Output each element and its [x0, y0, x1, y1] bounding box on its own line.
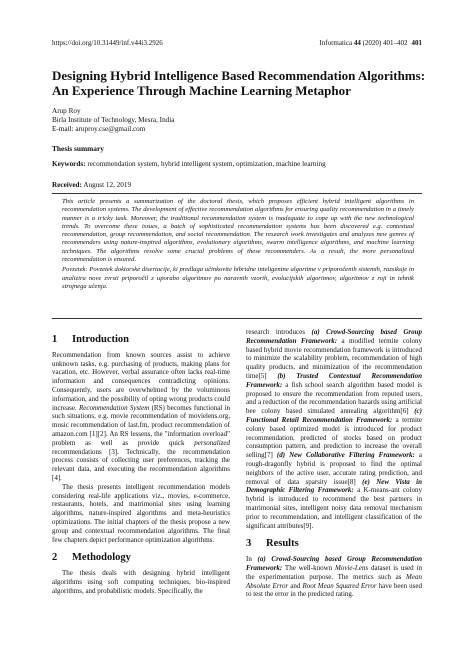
keywords: Keywords: recommendation system, hybrid intelligent system, optimization, machine learning [52, 160, 326, 168]
author-affiliation: Birla Institute of Technology, Mesra, India [52, 116, 175, 124]
section-heading-methodology: 2 Methodology [52, 552, 131, 564]
paragraph: The thesis deals with designing hybrid intelligent algorithms using soft computing techniques, bio-inspired algorithms, and probabilistic models. Specifically, the [52, 569, 230, 595]
thesis-summary-label: Thesis summary [52, 144, 104, 153]
left-column [52, 336, 230, 596]
paragraph: Recommendation from known sources assist to achieve unknown tasks, e.g. purchasing of products, making plans for vacation, etc. However, verbal assurance often lacks real-time information and consequences contradicting opinions. Consequently, users are overwhelmed by the voluminous information, and the possibility of opting wrong products could increase. Recommendation System (RS) becomes functional in such situations, e.g. movie recommendation of movielens.org, music recommendation of last.fm, product recommendation of amazon.com [1][2]. An RS lessens, the "information overload" problem as well as provide quick personalized recommendations [3]. Technically, the recommendation process consists of collecting user preferences, tracking the relevant data, and executing the recommendation algorithms [4]. [52, 350, 230, 482]
received-date: Received: August 12, 2019 [52, 181, 132, 189]
page-number: 401 [411, 39, 422, 47]
section-heading-results: 3 Results [246, 538, 299, 550]
paragraph: The thesis presents intelligent recommendation models considering real-life applications viz., movies, e-commerce, restaurants, hotels, and matrimonial sites using learning algorithms, nature-inspired algorithms and meta-heuristics optimizations. The initial chapters of the thesis propose a new group and contextual recommendation algorithms. The final few chapters depict performance optimization algorithms. [52, 482, 230, 544]
abstract-top-rule [52, 193, 422, 194]
abstract [62, 198, 414, 293]
right-column [246, 328, 422, 599]
paragraph: In (a) Crowd-Sourcing based Group Recommendation Framework: The well-known Movie-Lens dataset is used in the experimentation purpose. The metrics such as Mean Absolute Error and Root Mean Squared Error have been used to test the error in the predicted rating. [246, 555, 423, 599]
author-block [52, 107, 174, 134]
doi-link[interactable]: https://doi.org/10.31449/inf.v44i3.2926 [52, 39, 163, 47]
paragraph: research introduces (a) Crowd-Sourcing based Group Recommendation Framework: a modified termite colony based hybrid movie recommendation framework is introduced to minimize the scalability problem, recommendation of high quality products, and minimization of the recommendation time[5] (b) Trusted Contextual Recommendation Framework: a fish school search algorithm based model is proposed to ensure the recommendation from reputed users, and a reduction of the recommendation hazards using artificial bee colony based simulated annealing algorithm[6] (c) Functional Retail Recommendation Framework: a termite colony based optimized model is introduced for product recommendation, predicted of stocks based on product consumption pattern, and prediction to increase the overall selling[7] (d) New Collaborative Filtering Framework: a rough-dragonfly hybrid is proposed to find the optimal neighbors of the active user, accurate rating prediction, and removal of data sparsity issue[8] (e) New Vista in Demographic Filtering Framework: a K-means-ant colony hybrid is introduced to recommend the best partners in matrimonial sites, intelligent noisy data removal mechanism prior to recommendation, and intelligent classification of the significant attributes[9]. [246, 328, 423, 530]
abstract-english: This article presents a summarization of the doctoral thesis, which proposes efficient hybrid intelligent algorithms in recommendation systems. The development of effective recommendation algorithms for ensuring quality recommendation in a timely manner is a tricky task. Moreover, the traditional recommendation system is inadequate to cope up with the new technological trends. To overcome these issues, a batch of sophisticated recommendation systems has been discovered e.g. contextual recommendation, group recommendation, and social recommendation. The research work investigates and analyzes new genres of recommenders using nature-inspired algorithms, evolutionary algorithms, swarm intelligence algorithms, and machine learning techniques. The algorithms resolve some crucial problems of these recommenders. As a result, the more personalized recommendation is ensured. [62, 198, 414, 264]
author-email: E-mail: aruproy.cse@gmail.com [52, 125, 146, 133]
paper-title: Designing Hybrid Intelligence Based Recommendation Algorithms: An Experience Through Machine Learning Metaphor [52, 68, 426, 98]
abstract-slovene: Povzetek: Povzetek doktorske disertacije, ki predlaga učinkovite hibridne inteligentne algoritme v priporočenih sistemih, razsikuje in analizira nove zvrsti priporočil z uporabo algoritmov po naravnih vzorih, evolucijskih algoritmov, algoritmov z roji in tehnik strojnega učenja. [62, 266, 414, 290]
journal-citation: Informatica 44 (2020) 401–402 401 [319, 39, 422, 47]
running-header [52, 39, 422, 47]
abstract-bottom-rule [52, 318, 422, 319]
section-heading-introduction: 1 Introduction [52, 334, 129, 345]
author-name: Arup Roy [52, 107, 81, 115]
